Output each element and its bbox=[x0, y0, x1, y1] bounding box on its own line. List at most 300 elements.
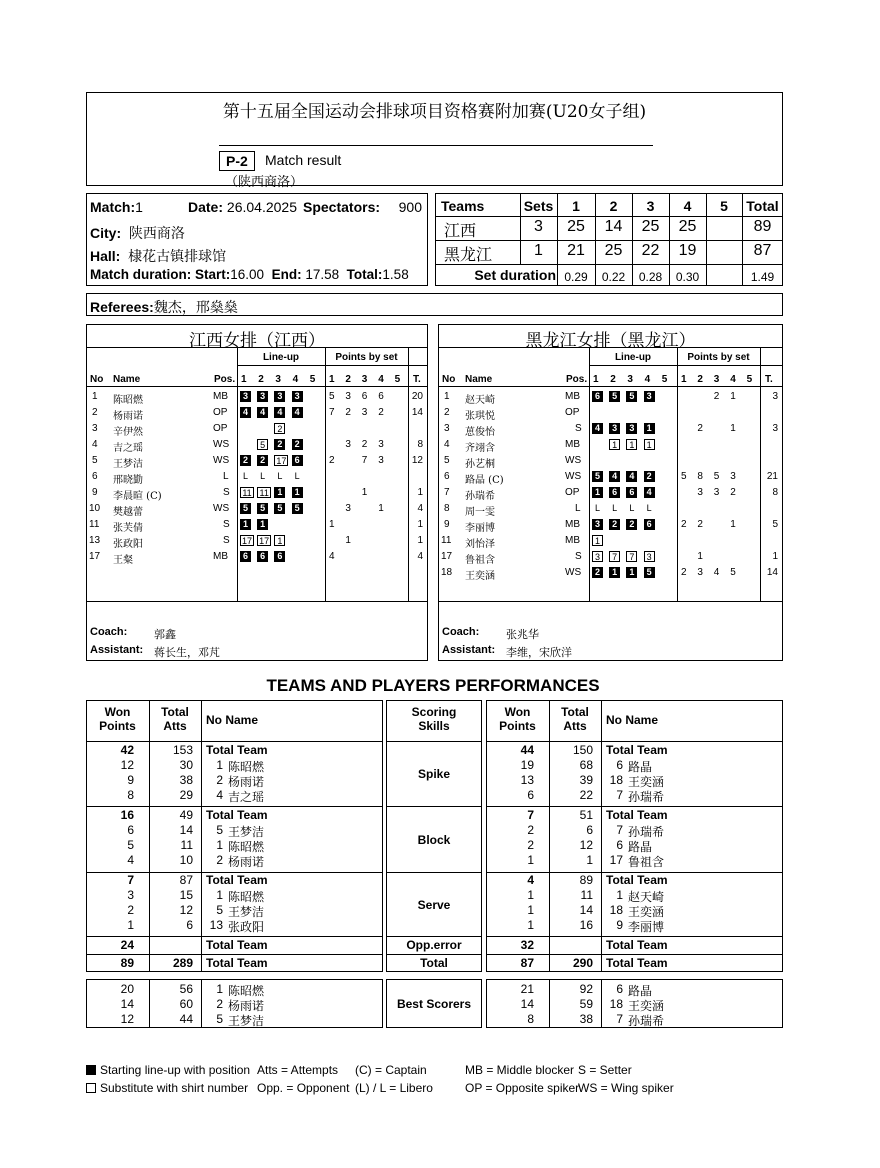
player-number: 4 bbox=[444, 439, 450, 450]
player-position: S bbox=[575, 551, 582, 562]
lineup-mark: 1 bbox=[292, 487, 303, 498]
lineup-mark: 3 bbox=[292, 391, 303, 402]
won-points: 1 bbox=[527, 853, 534, 867]
player-number: 10 bbox=[89, 503, 101, 514]
player-name: 陈昭燃 bbox=[228, 984, 265, 998]
total-atts: 12 bbox=[579, 838, 593, 852]
row-label: Total Team bbox=[606, 938, 668, 952]
lineup-mark: 5 bbox=[609, 391, 620, 402]
won-points: 2 bbox=[527, 823, 534, 837]
team-grid-left bbox=[86, 324, 428, 661]
lineup-mark: 5 bbox=[644, 567, 655, 578]
won-points: 6 bbox=[127, 823, 134, 837]
player-name: 周一雯 bbox=[465, 507, 495, 518]
lineup-mark: 3 bbox=[626, 423, 637, 434]
lineup-col-header: 4 bbox=[644, 374, 651, 385]
lineup-mark: 5 bbox=[257, 503, 268, 514]
lineup-header: Line-up bbox=[614, 352, 652, 363]
lineup-mark: 1 bbox=[609, 439, 620, 450]
total-atts: 59 bbox=[579, 997, 593, 1011]
lineup-mark: 4 bbox=[644, 487, 655, 498]
player-name: 路晶 bbox=[628, 760, 653, 774]
no-header: No bbox=[90, 374, 104, 385]
score-header: 1 bbox=[572, 198, 580, 214]
player-total: 1 bbox=[772, 551, 778, 562]
won-points: 7 bbox=[127, 873, 134, 887]
coach-label: Coach: bbox=[90, 626, 128, 638]
player-name: 王梦洁 bbox=[113, 459, 143, 470]
player-name: 李丽博 bbox=[628, 920, 665, 934]
won-points: 13 bbox=[520, 773, 534, 787]
no-name-header: No Name bbox=[206, 713, 259, 727]
player-name: 王梦洁 bbox=[228, 1014, 265, 1028]
player-points: 4 bbox=[713, 567, 720, 578]
player-name: 王奕涵 bbox=[628, 775, 665, 789]
player-position: MB bbox=[213, 391, 228, 402]
player-points: 8 bbox=[697, 471, 703, 482]
won-points: 12 bbox=[120, 1012, 134, 1026]
points-col-header: 1 bbox=[681, 374, 687, 385]
player-name: 王奕涵 bbox=[465, 571, 495, 582]
player-position: L bbox=[223, 471, 229, 482]
player-points: 2 bbox=[361, 439, 368, 450]
lineup-mark: 4 bbox=[240, 407, 251, 418]
lineup-mark: 2 bbox=[274, 439, 285, 450]
player-no: 6 bbox=[616, 982, 623, 996]
legend-opp: Opp. = Opponent bbox=[257, 1081, 350, 1095]
won-points: 1 bbox=[127, 918, 134, 932]
team-grid-right bbox=[438, 324, 783, 661]
lineup-mark: 3 bbox=[592, 519, 603, 530]
score-cell: 25 bbox=[567, 218, 585, 235]
player-position: S bbox=[223, 519, 230, 530]
player-points: 1 bbox=[361, 487, 368, 498]
score-cell: 22 bbox=[641, 242, 660, 259]
duration-field: Match duration: Start:16.00 End: 17.58 Total:1.58 bbox=[90, 267, 409, 282]
total-atts: 16 bbox=[579, 918, 593, 932]
score-cell: 1 bbox=[534, 242, 543, 259]
perf-line bbox=[386, 806, 482, 807]
player-position: OP bbox=[565, 487, 580, 498]
player-no: 2 bbox=[216, 997, 223, 1011]
won-points: 44 bbox=[520, 743, 534, 757]
player-position: L bbox=[575, 503, 581, 514]
score-header: Total bbox=[746, 198, 779, 214]
lineup-mark: 6 bbox=[644, 519, 655, 530]
set-duration: 0.28 bbox=[638, 270, 663, 284]
player-points: 7 bbox=[329, 407, 335, 418]
legend-s: S = Setter bbox=[578, 1063, 632, 1077]
total-atts: 49 bbox=[179, 808, 193, 822]
score-cell: 3 bbox=[534, 218, 543, 235]
total-atts: 30 bbox=[179, 758, 193, 772]
player-number: 1 bbox=[92, 391, 98, 402]
legend-ws: WS = Wing spiker bbox=[578, 1081, 674, 1095]
player-no: 13 bbox=[209, 918, 223, 932]
points-header: Points by set bbox=[335, 352, 398, 363]
player-number: 6 bbox=[92, 471, 98, 482]
lineup-col-header: 3 bbox=[275, 374, 281, 385]
player-points: 1 bbox=[378, 503, 384, 514]
lineup-col-header: 2 bbox=[610, 374, 616, 385]
referees-box bbox=[86, 293, 783, 316]
total-atts: 11 bbox=[580, 888, 593, 902]
won-points: 2 bbox=[527, 838, 534, 852]
player-number: 11 bbox=[441, 535, 452, 546]
lineup-mark: 1 bbox=[626, 439, 637, 450]
pos-header: Pos. bbox=[214, 374, 236, 385]
legend-op: OP = Opposite spiker bbox=[465, 1081, 580, 1095]
player-name: 吉之瑶 bbox=[228, 790, 265, 804]
lineup-mark: L bbox=[612, 503, 618, 513]
perf-line bbox=[486, 806, 783, 807]
won-points: 4 bbox=[527, 873, 534, 887]
player-name: Total Team bbox=[606, 808, 668, 822]
lineup-mark: 17 bbox=[259, 536, 270, 546]
player-name: 张琪悦 bbox=[465, 411, 495, 422]
won-points: 9 bbox=[127, 773, 134, 787]
player-no: 1 bbox=[616, 888, 623, 902]
total-atts: 12 bbox=[179, 903, 193, 917]
lineup-mark: 3 bbox=[257, 391, 268, 402]
player-name: 杨雨诺 bbox=[228, 775, 265, 789]
set-duration: 1.49 bbox=[750, 270, 775, 284]
player-points: 2 bbox=[730, 487, 736, 498]
legend-substitute: Substitute with shirt number bbox=[86, 1081, 248, 1095]
total-col-header: T. bbox=[413, 374, 421, 385]
lineup-mark: 17 bbox=[241, 536, 252, 546]
lineup-mark: 2 bbox=[274, 423, 285, 434]
player-total: 20 bbox=[411, 391, 423, 402]
player-points: 2 bbox=[329, 455, 335, 466]
lineup-mark: 4 bbox=[626, 471, 637, 482]
lineup-mark: 6 bbox=[592, 391, 603, 402]
player-position: MB bbox=[565, 535, 580, 546]
player-position: WS bbox=[213, 503, 230, 514]
player-position: WS bbox=[565, 455, 582, 466]
lineup-mark: 1 bbox=[609, 567, 620, 578]
score-cell: 江西 bbox=[444, 221, 477, 240]
player-points: 6 bbox=[378, 391, 384, 402]
points-col-header: 2 bbox=[345, 374, 351, 385]
player-points: 3 bbox=[361, 407, 368, 418]
lineup-mark: 7 bbox=[609, 551, 620, 562]
perf-line bbox=[386, 872, 482, 873]
set-duration: 0.30 bbox=[675, 270, 700, 284]
score-cell: 25 bbox=[604, 242, 623, 259]
lineup-mark: 1 bbox=[644, 423, 655, 434]
player-name: 鲁祖含 bbox=[465, 555, 495, 566]
player-points: 3 bbox=[697, 487, 703, 498]
total-atts: 51 bbox=[579, 808, 593, 822]
player-total: 3 bbox=[772, 391, 778, 402]
player-name: 李晨暄 (C) bbox=[113, 491, 162, 502]
player-total: 1 bbox=[417, 519, 423, 530]
player-number: 11 bbox=[89, 519, 100, 530]
total-atts: 87 bbox=[179, 873, 193, 887]
grid-line bbox=[589, 365, 782, 366]
score-header: Sets bbox=[523, 198, 554, 214]
player-no: 18 bbox=[609, 773, 623, 787]
perf-line bbox=[386, 936, 482, 937]
name-header: Name bbox=[465, 374, 493, 385]
substitute-square-icon bbox=[86, 1083, 96, 1093]
player-total: 3 bbox=[772, 423, 778, 434]
won-points: 19 bbox=[520, 758, 534, 772]
total-atts: 153 bbox=[172, 743, 193, 757]
player-no: 2 bbox=[216, 853, 223, 867]
player-position: WS bbox=[213, 439, 230, 450]
player-number: 9 bbox=[92, 487, 98, 498]
lineup-mark: 4 bbox=[257, 407, 268, 418]
player-no: 2 bbox=[216, 773, 223, 787]
player-number: 7 bbox=[444, 487, 450, 498]
lineup-mark: 3 bbox=[644, 551, 655, 562]
player-points: 1 bbox=[730, 423, 736, 434]
won-points: 8 bbox=[127, 788, 134, 802]
player-number: 13 bbox=[89, 535, 101, 546]
lineup-mark: 1 bbox=[626, 567, 637, 578]
won-points: 6 bbox=[527, 788, 534, 802]
spectators-value: 900 bbox=[398, 199, 422, 215]
player-number: 2 bbox=[444, 407, 450, 418]
lineup-mark: 4 bbox=[274, 407, 285, 418]
points-col-header: 3 bbox=[713, 374, 720, 385]
player-position: S bbox=[575, 423, 582, 434]
points-col-header: 3 bbox=[361, 374, 368, 385]
player-total: 1 bbox=[417, 535, 423, 546]
set-duration-label: Set duration bbox=[474, 267, 556, 283]
date-field: Date: 26.04.2025 bbox=[188, 199, 297, 215]
player-points: 1 bbox=[329, 519, 335, 530]
player-points: 2 bbox=[345, 407, 351, 418]
skill-label: Spike bbox=[417, 767, 450, 781]
player-name: 葸俊怡 bbox=[465, 427, 495, 438]
total-atts: 56 bbox=[179, 982, 193, 996]
player-number: 17 bbox=[89, 551, 101, 562]
lineup-mark: L bbox=[260, 471, 266, 481]
performances-title: TEAMS AND PLAYERS PERFORMANCES bbox=[266, 676, 600, 695]
points-col-header: 5 bbox=[746, 374, 753, 385]
scoring-skills-header: Scoring Skills bbox=[411, 705, 457, 733]
won-points: 32 bbox=[520, 938, 534, 952]
player-points: 7 bbox=[361, 455, 368, 466]
player-name: Total Team bbox=[206, 873, 268, 887]
lineup-mark: 2 bbox=[257, 455, 268, 466]
player-points: 5 bbox=[329, 391, 335, 402]
won-points: 12 bbox=[120, 758, 134, 772]
won-points: 7 bbox=[527, 808, 534, 822]
lineup-mark: 4 bbox=[292, 407, 303, 418]
player-total: 5 bbox=[772, 519, 778, 530]
player-total: 4 bbox=[417, 551, 423, 562]
player-no: 7 bbox=[616, 823, 623, 837]
perf-line bbox=[86, 806, 383, 807]
total-atts: 10 bbox=[179, 853, 193, 867]
lineup-mark: 2 bbox=[609, 519, 620, 530]
total-atts: 89 bbox=[579, 873, 593, 887]
assistant-name: 蒋长生，邓芃 bbox=[154, 646, 220, 659]
player-name: 杨雨诺 bbox=[228, 999, 265, 1013]
player-points: 1 bbox=[345, 535, 351, 546]
points-col-header: 5 bbox=[394, 374, 401, 385]
won-points: 3 bbox=[127, 888, 134, 902]
lineup-mark: 3 bbox=[592, 551, 603, 562]
player-points: 5 bbox=[681, 471, 687, 482]
total-atts: 60 bbox=[179, 997, 193, 1011]
won-points-header: Won Points bbox=[99, 705, 136, 733]
team-title: 黑龙江女排（黑龙江） bbox=[525, 331, 696, 351]
score-cell: 黑龙江 bbox=[444, 245, 493, 264]
perf-line bbox=[486, 741, 783, 742]
legend-libero: (L) / L = Libero bbox=[355, 1081, 433, 1095]
player-total: 12 bbox=[411, 455, 423, 466]
score-cell: 14 bbox=[604, 218, 623, 235]
spectators-label: Spectators: bbox=[303, 199, 381, 215]
score-cell: 19 bbox=[678, 242, 697, 259]
won-points: 2 bbox=[127, 903, 134, 917]
lineup-mark: 6 bbox=[257, 551, 268, 562]
lineup-mark: L bbox=[594, 503, 600, 513]
lineup-col-header: 2 bbox=[258, 374, 264, 385]
player-number: 4 bbox=[92, 439, 98, 450]
player-name: 孙瑞希 bbox=[628, 1014, 665, 1028]
player-points: 2 bbox=[697, 423, 703, 434]
points-col-header: 2 bbox=[697, 374, 703, 385]
lineup-mark: 6 bbox=[240, 551, 251, 562]
player-name: 王粲 bbox=[113, 555, 133, 566]
total-atts: 289 bbox=[172, 956, 193, 970]
legend-starting: Starting line-up with position bbox=[86, 1063, 250, 1077]
player-points: 2 bbox=[378, 407, 384, 418]
player-total: 1 bbox=[417, 487, 423, 498]
lineup-mark: 1 bbox=[644, 439, 655, 450]
player-number: 3 bbox=[92, 423, 98, 434]
player-name: 路晶 bbox=[628, 840, 653, 854]
player-no: 5 bbox=[216, 823, 223, 837]
points-col-header: 4 bbox=[378, 374, 384, 385]
player-number: 1 bbox=[444, 391, 450, 402]
player-name: 鲁祖含 bbox=[628, 855, 665, 869]
player-position: MB bbox=[565, 391, 580, 402]
best-scorers-label: Best Scorers bbox=[396, 997, 472, 1011]
player-number: 5 bbox=[444, 455, 450, 466]
player-name: 张政阳 bbox=[228, 920, 265, 934]
player-name: 赵天崎 bbox=[465, 395, 495, 406]
won-points: 42 bbox=[120, 743, 134, 757]
player-no: 7 bbox=[616, 788, 623, 802]
skill-label: Serve bbox=[417, 898, 451, 912]
lineup-mark: L bbox=[294, 471, 300, 481]
city-field: City: 陕西商洛 bbox=[90, 225, 185, 242]
perf-line bbox=[486, 954, 783, 955]
points-col-header: 1 bbox=[329, 374, 335, 385]
total-atts: 14 bbox=[179, 823, 193, 837]
player-no: 1 bbox=[216, 982, 223, 996]
player-name: 杨雨诺 bbox=[113, 411, 143, 422]
player-no: 5 bbox=[216, 1012, 223, 1026]
score-cell: 25 bbox=[641, 218, 660, 235]
lineup-mark: 1 bbox=[274, 487, 285, 498]
player-points: 5 bbox=[730, 567, 736, 578]
lineup-mark: 17 bbox=[276, 456, 287, 466]
player-name: 王奕涵 bbox=[628, 905, 665, 919]
coach-name: 张兆华 bbox=[506, 628, 539, 641]
score-cell: 25 bbox=[678, 218, 697, 235]
player-number: 6 bbox=[444, 471, 450, 482]
total-atts: 44 bbox=[179, 1012, 193, 1026]
player-no: 9 bbox=[616, 918, 623, 932]
lineup-mark: 3 bbox=[274, 391, 285, 402]
player-name: 王奕涵 bbox=[628, 999, 665, 1013]
won-points: 8 bbox=[527, 1012, 534, 1026]
grid-line bbox=[87, 386, 427, 387]
player-total: 21 bbox=[766, 471, 778, 482]
player-name: 樊越蕾 bbox=[113, 507, 143, 518]
player-total: 4 bbox=[417, 503, 423, 514]
total-atts-header: Total Atts bbox=[161, 705, 189, 733]
starting-square-icon bbox=[86, 1065, 96, 1075]
perf-line bbox=[86, 936, 383, 937]
total-atts: 92 bbox=[579, 982, 593, 996]
lineup-mark: 1 bbox=[592, 535, 603, 546]
player-no: 1 bbox=[216, 838, 223, 852]
score-cell: 87 bbox=[753, 242, 772, 259]
lineup-mark: 5 bbox=[240, 503, 251, 514]
lineup-mark: 6 bbox=[626, 487, 637, 498]
won-points: 16 bbox=[120, 808, 134, 822]
lineup-col-header: 1 bbox=[593, 374, 599, 385]
player-name: 路晶 (C) bbox=[465, 475, 504, 486]
player-position: MB bbox=[565, 439, 580, 450]
lineup-mark: 2 bbox=[626, 519, 637, 530]
player-name: 王梦洁 bbox=[228, 825, 265, 839]
no-header: No bbox=[442, 374, 456, 385]
player-name: 孙瑞希 bbox=[465, 491, 495, 502]
player-position: S bbox=[223, 535, 230, 546]
lineup-mark: 11 bbox=[257, 487, 271, 498]
player-position: OP bbox=[213, 407, 228, 418]
player-points: 4 bbox=[329, 551, 335, 562]
player-name: 王梦洁 bbox=[228, 905, 265, 919]
player-no: 6 bbox=[616, 758, 623, 772]
total-atts: 290 bbox=[572, 956, 593, 970]
lineup-mark: 3 bbox=[240, 391, 251, 402]
player-name: 刘怡泽 bbox=[465, 539, 495, 550]
grid-line bbox=[439, 386, 782, 387]
legend-atts: Atts = Attempts bbox=[257, 1063, 339, 1077]
player-no: 18 bbox=[609, 997, 623, 1011]
coach-name: 郭鑫 bbox=[154, 628, 176, 641]
player-number: 3 bbox=[444, 423, 450, 434]
lineup-mark: 7 bbox=[626, 551, 637, 562]
score-header: Teams bbox=[441, 198, 485, 214]
lineup-mark: 5 bbox=[626, 391, 637, 402]
referees-names: 魏杰，邢燊燊 bbox=[153, 300, 238, 316]
player-position: OP bbox=[213, 423, 228, 434]
skill-label: Block bbox=[417, 833, 451, 847]
total-atts: 39 bbox=[579, 773, 593, 787]
score-table bbox=[435, 193, 783, 286]
won-points: 5 bbox=[127, 838, 134, 852]
venue: （陕西商洛） bbox=[225, 175, 304, 190]
report-code: P-2 bbox=[219, 151, 255, 171]
player-number: 17 bbox=[441, 551, 453, 562]
lineup-mark: 5 bbox=[274, 503, 285, 514]
skill-label: Total bbox=[420, 956, 448, 970]
player-name: 路晶 bbox=[628, 984, 653, 998]
player-name: 陈昭燃 bbox=[228, 890, 265, 904]
